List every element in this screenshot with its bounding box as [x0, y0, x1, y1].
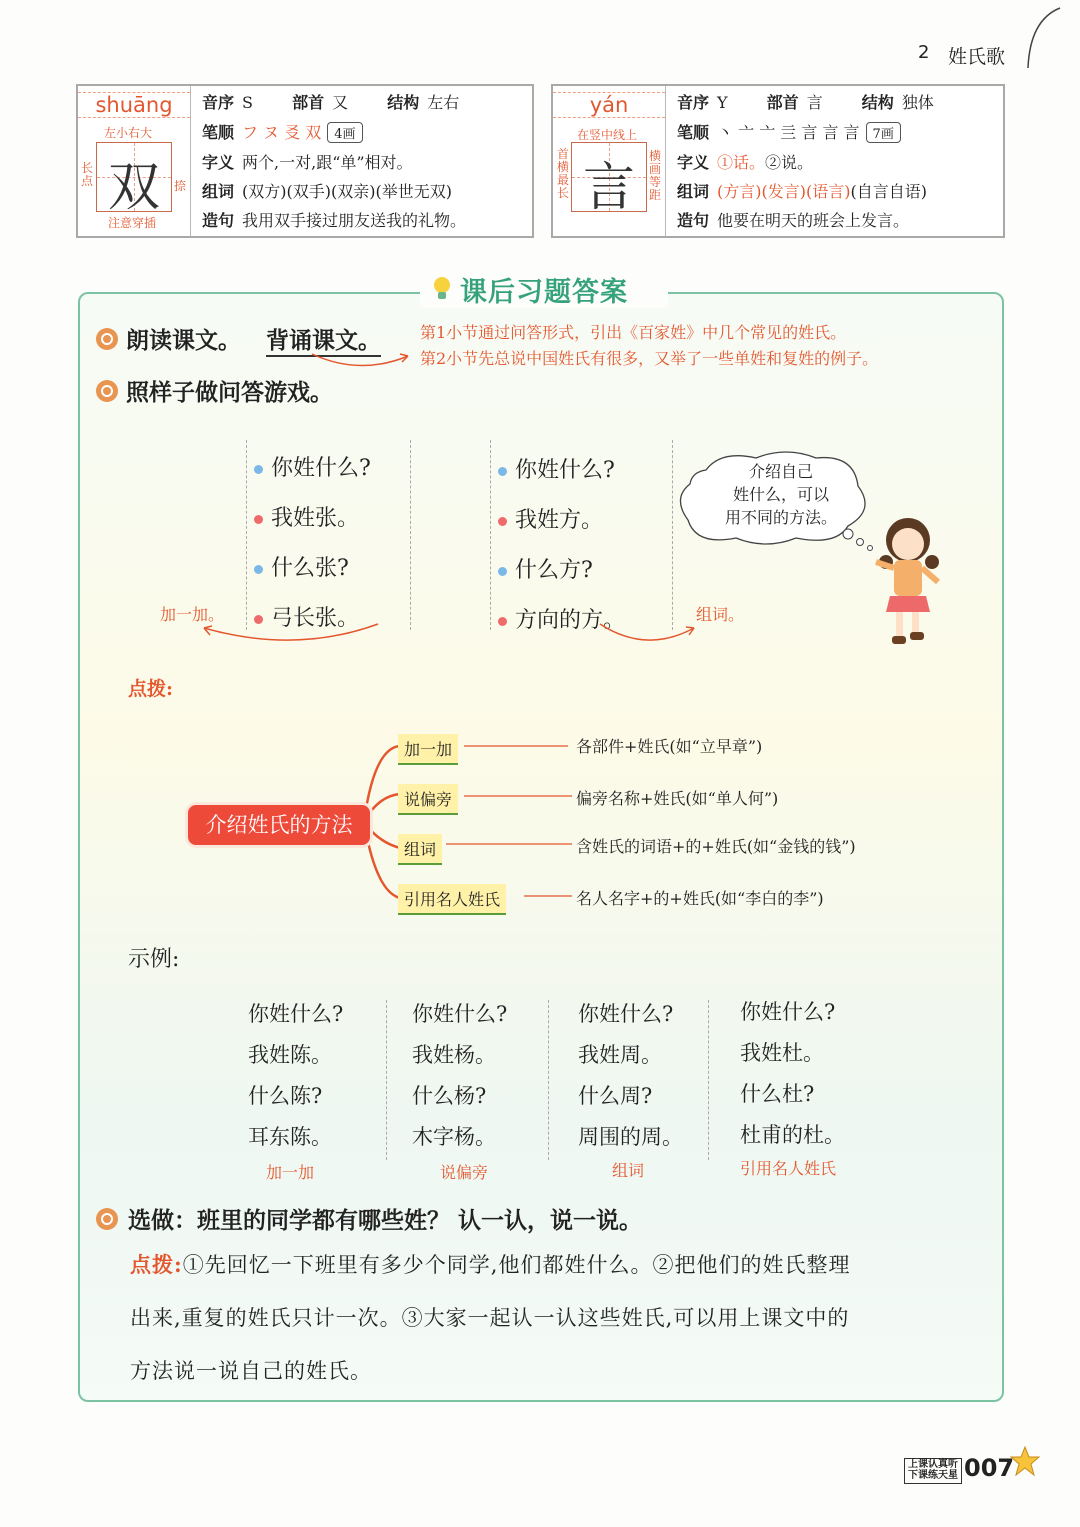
zaoju-value: 我用双手接过朋友送我的礼物。 [242, 211, 467, 230]
mindmap-branch-text: 各部件+姓氏(如“立早章”) [576, 737, 763, 756]
bushou-label: 部首 [766, 93, 799, 112]
jiegou-label: 结构 [861, 93, 894, 112]
lesson-number: 2 [918, 42, 930, 63]
bushou-value: 又 [332, 93, 349, 112]
question-icon [96, 328, 118, 350]
mindmap-node: 说偏旁 [398, 784, 458, 815]
writing-tip-right: 横画等距 [649, 149, 662, 202]
page-corner-decoration [1022, 6, 1072, 70]
tianzige-box [571, 142, 647, 218]
section-banner-title: 课后习题答案 [460, 277, 628, 308]
ziyi-meaning-1: ①话。 [717, 153, 766, 172]
example-column [248, 994, 343, 1158]
bushou-label: 部首 [292, 93, 325, 112]
example-line: 你姓什么? [740, 1000, 836, 1024]
bubble-line: 姓什么，可以 [732, 485, 829, 504]
q1-note-1: 第1小节通过问答形式，引出《百家姓》中几个常见的姓氏。 [420, 323, 847, 342]
mindmap-branch-text: 含姓氏的词语+的+姓氏(如“金钱的钱”) [576, 837, 856, 856]
jiegou-label: 结构 [387, 93, 420, 112]
curved-arrow-icon [596, 620, 700, 646]
ziyi-label: 字义 [202, 153, 235, 172]
zaoju-value: 他要在明天的班会上发言。 [717, 211, 910, 230]
mindmap-node: 引用名人姓氏 [398, 884, 506, 915]
example-line: 我姓杨。 [412, 1043, 496, 1067]
example-method-label: 组词 [612, 1161, 645, 1180]
dialog-line: 弓长张。 [254, 594, 371, 644]
bubble-line: 用不同的方法。 [724, 508, 837, 527]
tianzige-box [96, 142, 172, 218]
dialog-column-1 [254, 444, 371, 644]
pinyin: yán [553, 92, 665, 118]
zaoju-label: 造句 [202, 211, 235, 230]
q1-text-b: 背诵课文。 [266, 322, 381, 357]
example-column [740, 992, 845, 1156]
arrow-icon [310, 346, 414, 374]
zuci-label: 组词 [677, 182, 710, 201]
writing-tip-bottom: 注意穿插 [108, 216, 157, 230]
divider [672, 440, 673, 630]
mindmap-node: 组词 [398, 834, 442, 865]
example-line: 什么周? [578, 1084, 653, 1108]
tip-label: 点拨: [128, 678, 174, 700]
yinxu-value: S [242, 93, 253, 112]
q3-tip-line: 方法说一说自己的姓氏。 [130, 1359, 372, 1383]
pinyin: shuāng [78, 92, 190, 118]
mindmap-node: 加一加 [398, 734, 458, 765]
bubble-line: 介绍自己 [748, 462, 813, 481]
yinxu-value: Y [717, 93, 728, 112]
example-line: 你姓什么? [412, 1002, 508, 1026]
ziyi-value: 两个,一对,跟“单”相对。 [242, 153, 413, 172]
big-character: 言 [582, 158, 635, 218]
zuci-value: (双方)(双手)(双亲)(举世无双) [242, 182, 452, 201]
example-line: 周围的周。 [578, 1125, 683, 1149]
example-line: 我姓杜。 [740, 1041, 824, 1065]
divider [548, 1000, 549, 1160]
stroke-count: 7画 [866, 122, 901, 143]
curved-arrow-icon [196, 620, 382, 646]
dialog-line: 我姓张。 [254, 494, 371, 544]
zuci-value: (自言自语) [850, 182, 927, 201]
question-icon [96, 380, 118, 402]
mindmap-center: 介绍姓氏的方法 [188, 805, 370, 845]
q3-tip-line: 出来,重复的姓氏只计一次。③大家一起认一认这些姓氏,可以用上课文中的 [130, 1306, 850, 1330]
q3-tip-line: 点拨:①先回忆一下班里有多少个同学,他们都姓什么。②把他们的姓氏整理 [130, 1252, 851, 1277]
slogan-line: 上课认真听 [908, 1459, 958, 1470]
lesson-title: 姓氏歌 [948, 46, 1006, 68]
example-method-label: 说偏旁 [440, 1163, 489, 1182]
writing-tip-right: 捺 [174, 179, 187, 193]
question-icon [96, 1208, 118, 1230]
example-line: 你姓什么? [578, 1002, 674, 1026]
bubble-text [706, 460, 856, 529]
tip-label: 点拨: [130, 1252, 183, 1277]
yinxu-label: 音序 [202, 93, 235, 112]
example-line: 什么杜? [740, 1082, 815, 1106]
example-line: 我姓陈。 [248, 1043, 332, 1067]
dialog-line: 我姓方。 [498, 496, 625, 546]
method-label-zuci: 组词。 [696, 605, 745, 624]
divider [490, 440, 491, 630]
writing-tip-top: 左小右大 [104, 126, 153, 140]
bishun-value: 丶 亠 亠 亖 言 言 言 [717, 123, 860, 142]
dialog-line: 你姓什么? [498, 446, 625, 496]
bishun-label: 笔顺 [202, 123, 235, 142]
example-line: 什么陈? [248, 1084, 323, 1108]
mindmap-branch-text: 偏旁名称+姓氏(如“单人何”) [576, 789, 779, 808]
zuci-value-highlight: (方言)(发言)(语言) [717, 182, 851, 201]
slogan-line: 下课练天星 [908, 1470, 958, 1481]
example-line: 我姓周。 [578, 1043, 662, 1067]
char-card-shuang [76, 84, 534, 238]
dialog-column-2 [498, 446, 625, 646]
divider [708, 1000, 709, 1160]
q2-text: 照样子做问答游戏。 [126, 379, 333, 406]
jiegou-value: 左右 [427, 93, 460, 112]
zuci-label: 组词 [202, 182, 235, 201]
big-character: 双 [107, 158, 160, 218]
q1-note-2: 第2小节先总说中国姓氏有很多，又举了一些单姓和复姓的例子。 [420, 349, 879, 368]
writing-tip-left: 长点 [81, 161, 94, 188]
zaoju-label: 造句 [677, 211, 710, 230]
example-method-label: 引用名人姓氏 [740, 1159, 837, 1178]
footer-slogan [904, 1458, 962, 1484]
star-icon [1010, 1446, 1040, 1478]
example-column [412, 994, 507, 1158]
writing-tip-top: 在竖中线上 [577, 128, 638, 142]
dialog-line: 什么张? [254, 544, 371, 594]
example-line: 木字杨。 [412, 1125, 496, 1149]
method-label-jia: 加一加。 [160, 605, 225, 624]
dialog-line: 你姓什么? [254, 444, 371, 494]
q3-tip [130, 1238, 990, 1398]
divider [386, 1000, 387, 1160]
example-line: 耳东陈。 [248, 1125, 332, 1149]
char-card-yan [551, 84, 1005, 238]
ziyi-label: 字义 [677, 153, 710, 172]
example-method-label: 加一加 [266, 1163, 315, 1182]
bushou-value: 言 [806, 93, 823, 112]
q3-text: 选做：班里的同学都有哪些姓？ 认一认，说一说。 [128, 1207, 643, 1234]
q1-text-a: 朗读课文。 [126, 327, 241, 354]
jiegou-value: 独体 [901, 93, 934, 112]
example-column [578, 994, 683, 1158]
writing-tip-left: 首横最长 [557, 147, 570, 200]
dialog-line: 方向的方。 [498, 596, 625, 646]
page-number: 007 [964, 1454, 1015, 1482]
yinxu-label: 音序 [677, 93, 710, 112]
girl-illustration [870, 512, 946, 648]
divider [246, 440, 247, 630]
divider [410, 440, 411, 630]
bishun-value: フ ヌ 㕛 双 [242, 123, 322, 142]
lightbulb-icon [432, 276, 452, 302]
bishun-label: 笔顺 [677, 123, 710, 142]
ziyi-meaning-2: ②说。 [765, 153, 814, 172]
example-line: 什么杨? [412, 1084, 487, 1108]
example-line: 杜甫的杜。 [740, 1123, 845, 1147]
mindmap-branch-text: 名人名字+的+姓氏(如“李白的李”) [576, 889, 824, 908]
stroke-count: 4画 [327, 122, 362, 143]
dialog-line: 什么方? [498, 546, 625, 596]
example-line: 你姓什么? [248, 1002, 344, 1026]
example-label: 示例: [128, 947, 180, 972]
